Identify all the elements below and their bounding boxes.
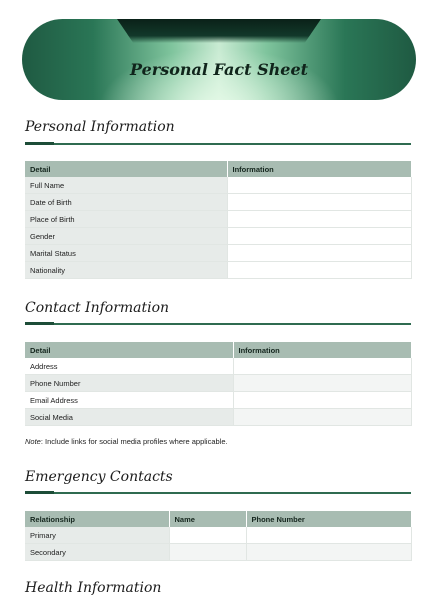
table-row bbox=[25, 544, 411, 561]
value-cell[interactable] bbox=[227, 245, 411, 262]
table-row bbox=[25, 228, 411, 245]
value-cell[interactable] bbox=[227, 262, 411, 279]
phone-cell[interactable] bbox=[246, 544, 411, 561]
row-label: Email Address bbox=[25, 392, 233, 409]
section-title-emergency: Emergency Contacts bbox=[25, 469, 173, 485]
table-row bbox=[25, 392, 411, 409]
note-label: Note bbox=[25, 437, 41, 446]
column-header-information: Information bbox=[227, 161, 411, 177]
note-text: : Include links for social media profiles where applicable. bbox=[40, 437, 228, 446]
row-label: Secondary bbox=[25, 544, 169, 561]
row-label: Gender bbox=[25, 228, 227, 245]
column-header-detail: Detail bbox=[25, 161, 227, 177]
table-row bbox=[25, 194, 411, 211]
contact-info-table bbox=[25, 342, 412, 426]
row-label: Address bbox=[25, 358, 233, 375]
table-row bbox=[25, 375, 411, 392]
name-cell[interactable] bbox=[169, 527, 246, 544]
title-banner bbox=[22, 19, 416, 100]
table-row bbox=[25, 527, 411, 544]
value-cell[interactable] bbox=[233, 375, 411, 392]
table-row bbox=[25, 177, 411, 194]
name-cell[interactable] bbox=[169, 544, 246, 561]
phone-cell[interactable] bbox=[246, 527, 411, 544]
row-label: Social Media bbox=[25, 409, 233, 426]
column-header-information: Information bbox=[233, 342, 411, 358]
column-header-name: Name bbox=[169, 511, 246, 527]
banner-shadow bbox=[117, 19, 321, 43]
section-title-health: Health Information bbox=[25, 580, 162, 596]
value-cell[interactable] bbox=[233, 409, 411, 426]
emergency-contacts-table bbox=[25, 511, 412, 561]
table-row bbox=[25, 358, 411, 375]
table-row bbox=[25, 262, 411, 279]
row-label: Date of Birth bbox=[25, 194, 227, 211]
social-media-note bbox=[25, 437, 228, 446]
row-label: Nationality bbox=[25, 262, 227, 279]
value-cell[interactable] bbox=[233, 392, 411, 409]
row-label: Marital Status bbox=[25, 245, 227, 262]
row-label: Phone Number bbox=[25, 375, 233, 392]
column-header-phone-number: Phone Number bbox=[246, 511, 411, 527]
table-row bbox=[25, 245, 411, 262]
value-cell[interactable] bbox=[227, 194, 411, 211]
value-cell[interactable] bbox=[233, 358, 411, 375]
page-title: Personal Fact Sheet bbox=[129, 60, 309, 79]
value-cell[interactable] bbox=[227, 228, 411, 245]
value-cell[interactable] bbox=[227, 211, 411, 228]
personal-info-table bbox=[25, 161, 412, 279]
column-header-relationship: Relationship bbox=[25, 511, 169, 527]
row-label: Place of Birth bbox=[25, 211, 227, 228]
row-label: Full Name bbox=[25, 177, 227, 194]
value-cell[interactable] bbox=[227, 177, 411, 194]
table-row bbox=[25, 211, 411, 228]
table-row bbox=[25, 409, 411, 426]
section-title-contact: Contact Information bbox=[25, 300, 170, 316]
section-title-personal: Personal Information bbox=[25, 119, 175, 135]
row-label: Primary bbox=[25, 527, 169, 544]
section-divider bbox=[25, 143, 411, 145]
column-header-detail: Detail bbox=[25, 342, 233, 358]
section-divider bbox=[25, 323, 411, 325]
section-divider bbox=[25, 492, 411, 494]
